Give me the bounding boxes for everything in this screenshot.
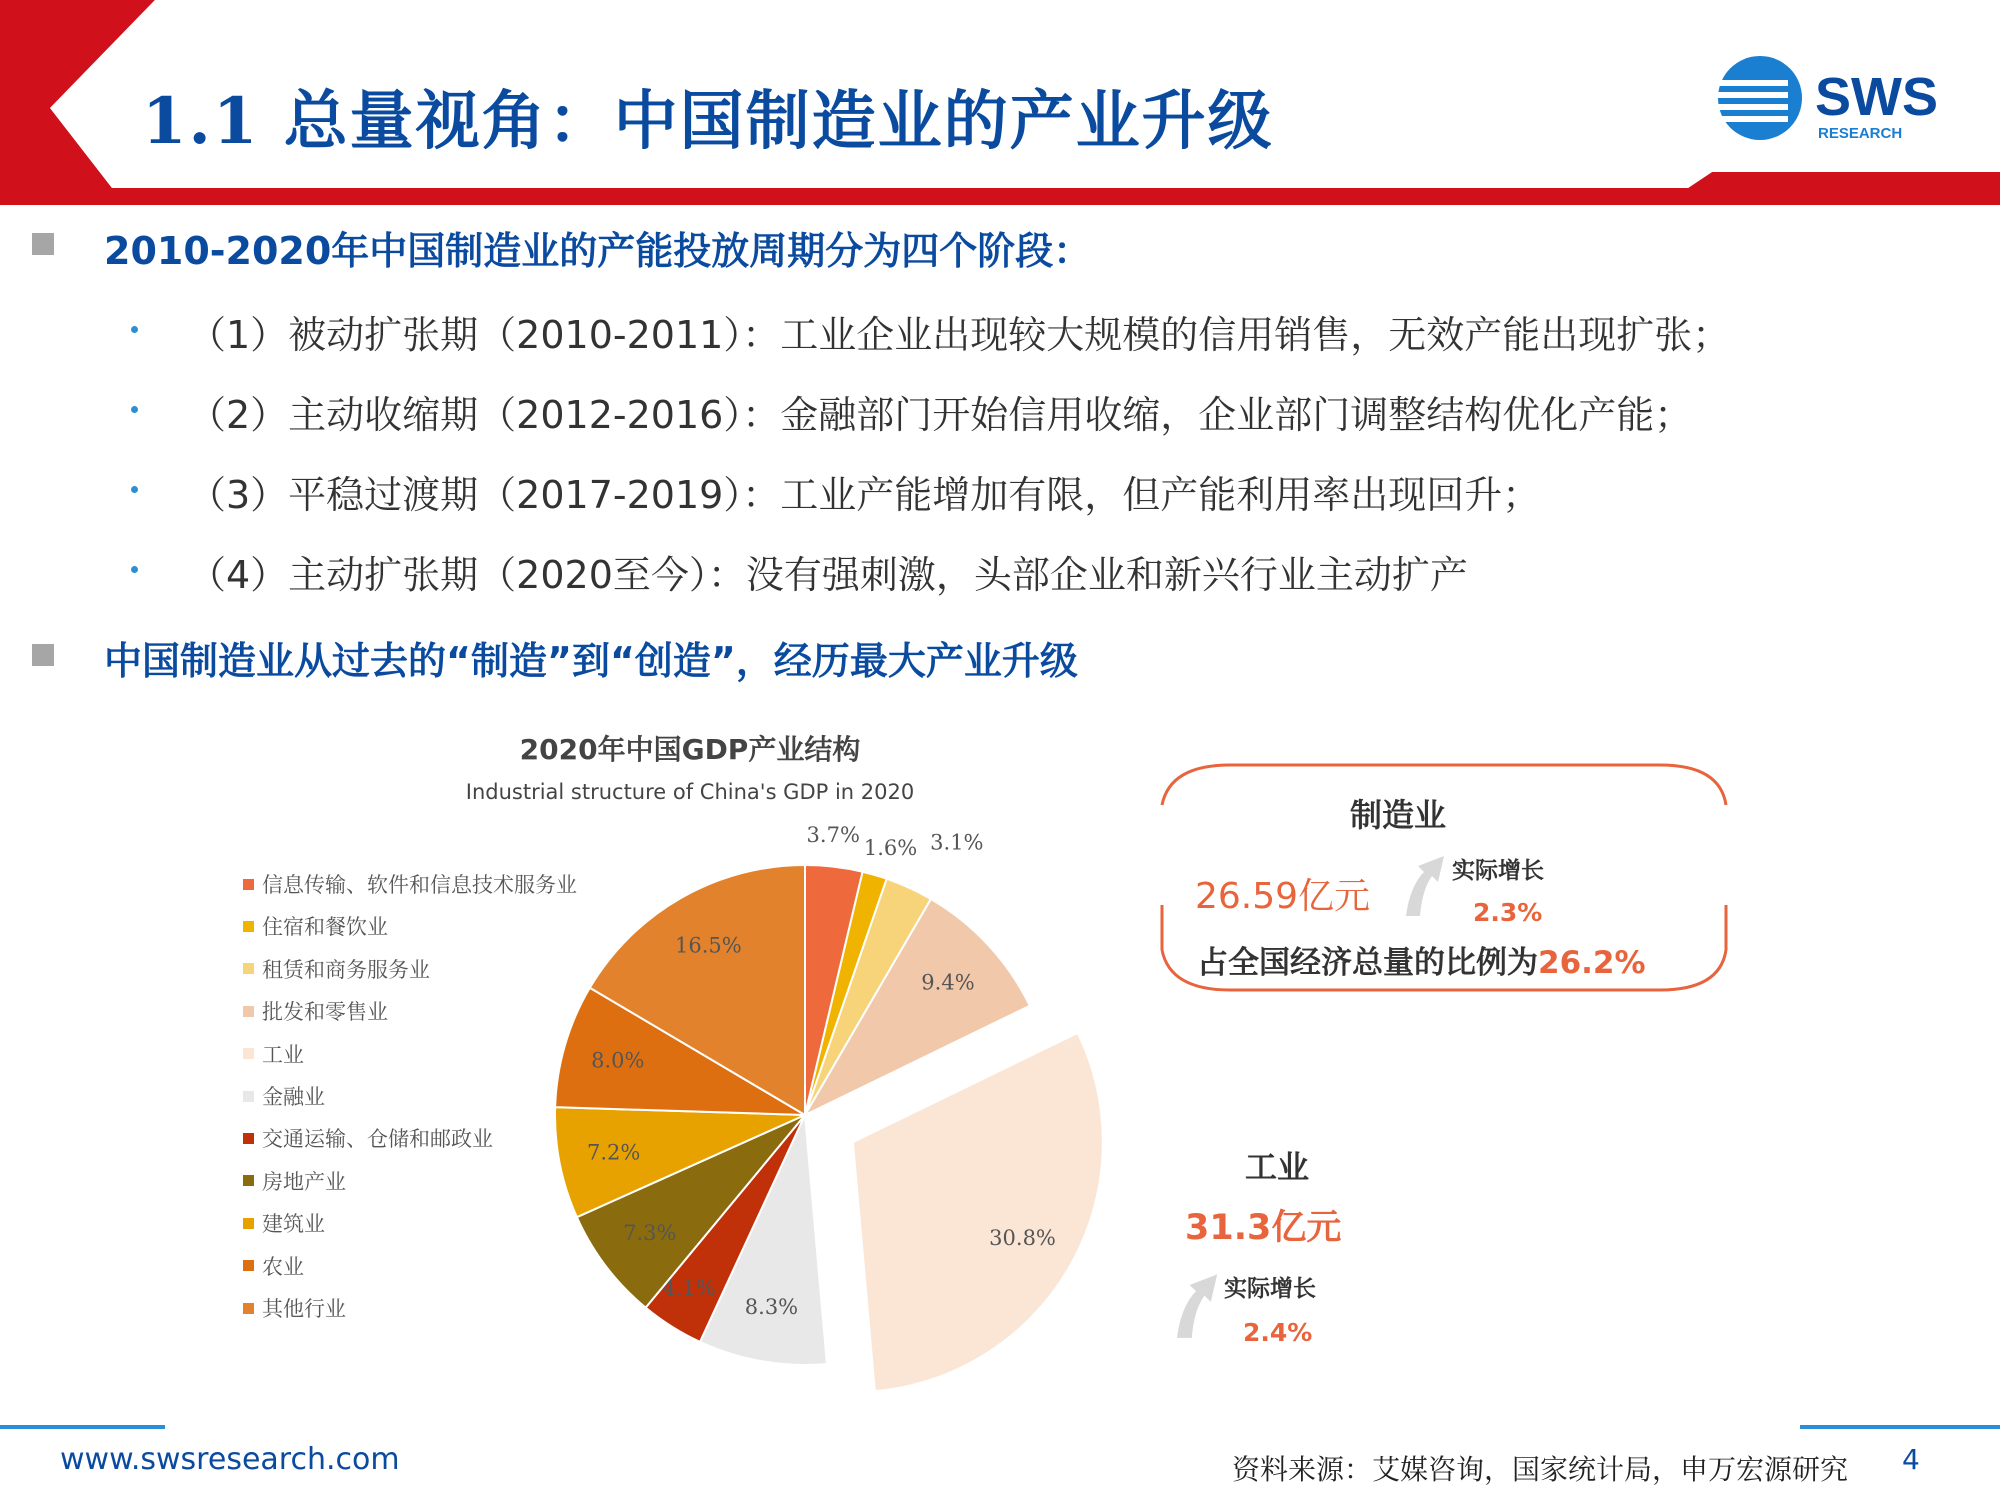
chart-subtitle: Industrial structure of China's GDP in 2020	[465, 780, 915, 804]
manufacturing-share-text: 占全国经济总量的比例为	[1197, 945, 1538, 981]
footer-divider	[0, 1425, 165, 1429]
sub-bullet-2: （2）主动收缩期（2012-2016）：金融部门开始信用收缩，企业部门调整结构优化产能；	[188, 393, 1693, 437]
pie-slice-label-1: 1.6%	[863, 836, 918, 861]
sub-bullet-3: （3）平稳过渡期（2017-2019）：工业产能增加有限，但产能利用率出现回升；	[188, 473, 1541, 517]
industry-growth-label: 实际增长	[1224, 1276, 1316, 1302]
growth-arrow-icon	[1400, 850, 1448, 918]
legend-label: 租赁和商务服务业	[262, 957, 430, 982]
pie-slice-label-8: 7.2%	[587, 1140, 641, 1165]
pie-slice-label-7: 7.3%	[623, 1221, 677, 1246]
pie-slice-label-0: 3.7%	[806, 822, 860, 847]
pie-slice-label-10: 16.5%	[675, 933, 742, 958]
manufacturing-share-value: 26.2%	[1538, 945, 1646, 981]
pie-slice-label-5: 8.3%	[744, 1295, 799, 1320]
source-note: 资料来源：艾媒咨询，国家统计局，申万宏源研究	[1232, 1453, 1849, 1486]
chart-title: 2020年中国GDP产业结构	[519, 733, 861, 766]
industry-title: 工业	[1245, 1148, 1310, 1186]
pie-slice-4	[853, 1033, 1103, 1391]
legend-label: 农业	[262, 1254, 304, 1279]
legend-label: 其他行业	[262, 1297, 346, 1321]
heading-bullet-2: 中国制造业从过去的“制造”到“创造”，经历最大产业升级	[104, 639, 1078, 683]
logo-subtext: RESEARCH	[1818, 125, 1903, 142]
sub-bullet-1: （1）被动扩张期（2010-2011）：工业企业出现较大规模的信用销售，无效产能出现扩张；	[188, 313, 1731, 357]
pie-slice-label-2: 3.1%	[930, 830, 984, 855]
manufacturing-growth-value: 2.3%	[1473, 898, 1543, 927]
footer-divider	[1800, 1425, 2000, 1429]
industry-growth-value: 2.4%	[1243, 1318, 1313, 1347]
legend-label: 交通运输、仓储和邮政业	[262, 1127, 493, 1152]
manufacturing-share	[1197, 937, 1646, 982]
legend-label: 住宿和餐饮业	[262, 915, 388, 940]
legend-label: 工业	[262, 1042, 304, 1067]
legend-label: 金融业	[262, 1085, 325, 1109]
sub-bullet-4: （4）主动扩张期（2020至今）：没有强刺激，头部企业和新兴行业主动扩产	[188, 553, 1468, 597]
legend-label: 批发和零售业	[262, 1000, 388, 1025]
page-title: 1.1 总量视角：中国制造业的产业升级	[142, 84, 1274, 159]
pie-slice-label-3: 9.4%	[921, 970, 975, 995]
pie-slice-label-9: 8.0%	[591, 1048, 645, 1073]
legend-label: 信息传输、软件和信息技术服务业	[262, 873, 577, 897]
pie-slice-label-4: 30.8%	[989, 1226, 1056, 1251]
pie-slice-label-6: 4.1%	[662, 1275, 716, 1300]
legend-label: 房地产业	[262, 1169, 346, 1194]
manufacturing-title: 制造业	[1350, 796, 1447, 834]
logo-text: SWS	[1815, 67, 1939, 127]
footer-website-link[interactable]: www.swsresearch.com	[60, 1442, 400, 1477]
manufacturing-growth-label: 实际增长	[1452, 858, 1544, 884]
legend-label: 建筑业	[262, 1212, 325, 1237]
manufacturing-amount: 26.59亿元	[1195, 876, 1371, 917]
industry-amount: 31.3亿元	[1185, 1208, 1342, 1248]
heading-bullet-1: 2010-2020年中国制造业的产能投放周期分为四个阶段：	[104, 229, 1092, 273]
page-number: 4	[1902, 1443, 1920, 1476]
growth-arrow-icon	[1170, 1268, 1222, 1340]
